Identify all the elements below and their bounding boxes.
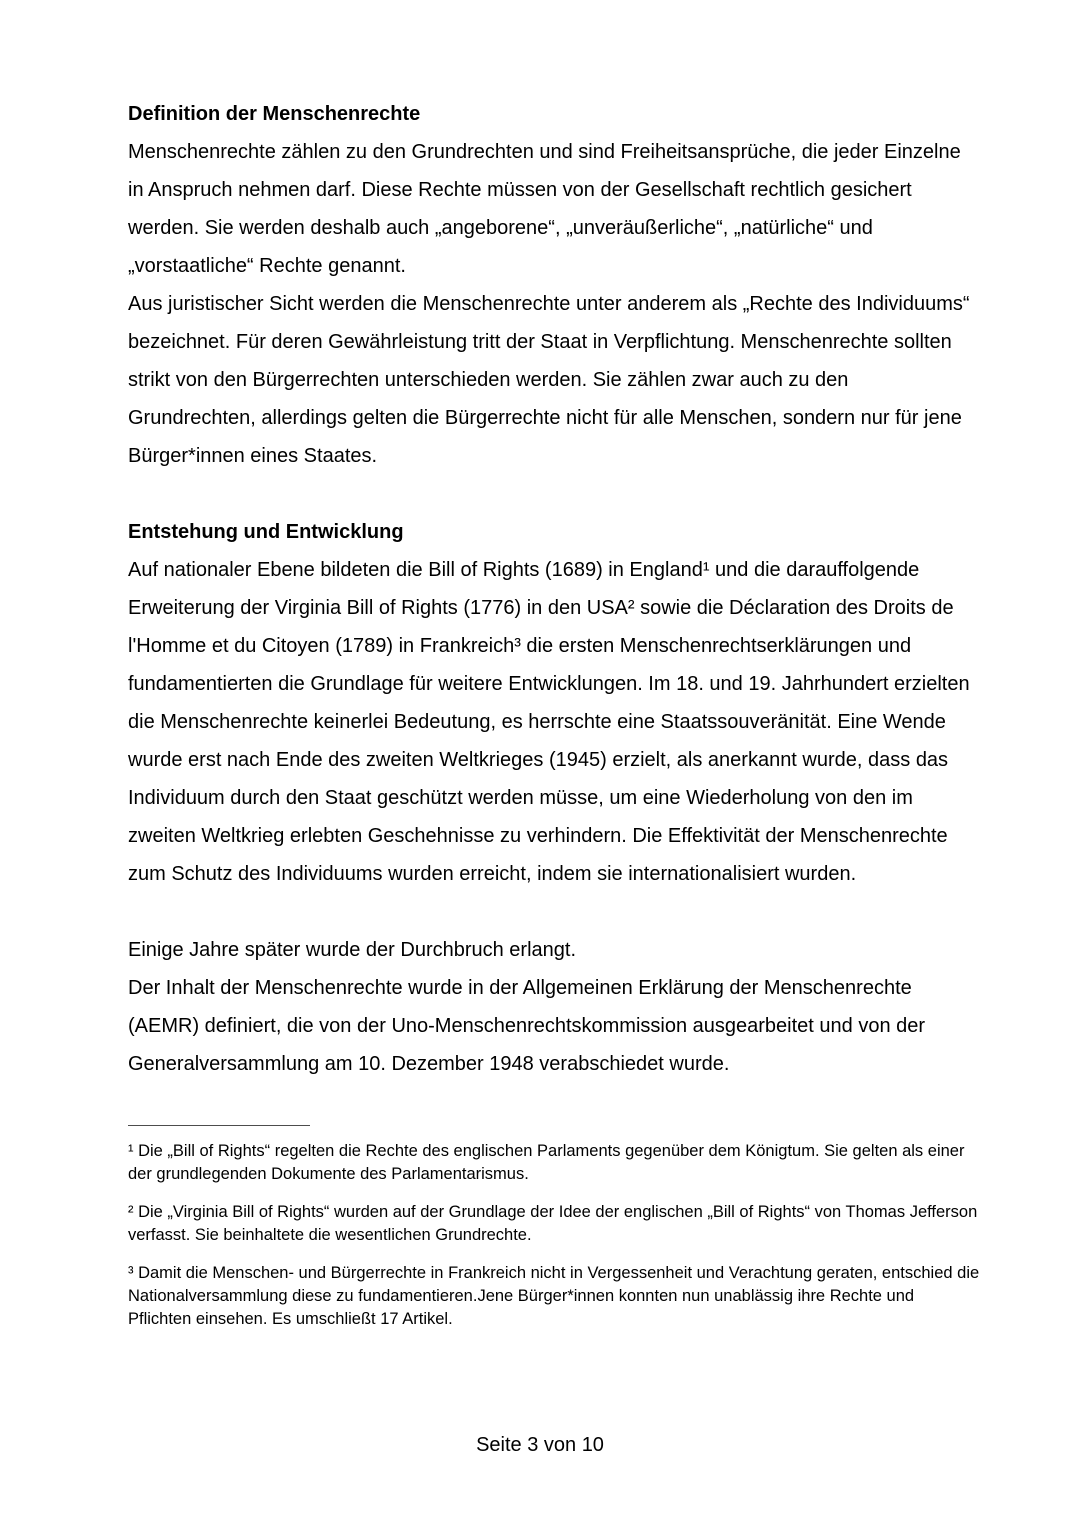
body-paragraph: Menschenrechte zählen zu den Grundrechten und sind Freiheitsansprüche, die jeder Einzelne in Anspruch nehmen darf. Diese Rechte müssen von der Gesellschaft rechtlich gesichert werden. Sie werden deshalb auch „angeborene“, „unveräußerliche“, „natürliche“ und „vorstaatliche“ Rechte genannt. (128, 141, 961, 277)
footnotes-section (128, 1125, 980, 1331)
footnote-3: ³ Damit die Menschen- und Bürgerrechte in Frankreich nicht in Vergessenheit und Verachtung geraten, entschied die Nationalversammlung diese zu fundamentieren.Jene Bürger*innen konnten nun unablässig ihre Rechte und Pflichten einsehen. Es umschließt 17 Artikel. (128, 1264, 980, 1328)
body-paragraph: Der Inhalt der Menschenrechte wurde in der Allgemeinen Erklärung der Menschenrechte (AEMR) definiert, die von der Uno-Menschenrechtskommission ausgearbeitet und von der Generalversammlung am 10. Dezember 1948 verabschiedet wurde. (128, 977, 926, 1075)
document-content (128, 95, 980, 1331)
body-paragraph: Auf nationaler Ebene bildeten die Bill of Rights (1689) in England¹ und die darauffolgende Erweiterung der Virginia Bill of Rights (1776) in den USA² sowie die Déclaration des Droits de l'Homme et du Citoyen (1789) in Frankreich³ die ersten Menschenrechtserklärungen und fundamentierten die Grundlage für weitere Entwicklungen. Im 18. und 19. Jahrhundert erzielten die Menschenrechte keinerlei Bedeutung, es herrschte eine Staatssouveränität. Eine Wende wurde erst nach Ende des zweiten Weltkrieges (1945) erzielt, als anerkannt wurde, dass das Individuum durch den Staat geschützt werden müsse, um eine Wiederholung von den im zweiten Weltkrieg erlebten Geschehnisse zu verhindern. Die Effektivität der Menschenrechte zum Schutz des Individuums wurden erreicht, indem sie internationalisiert wurden. (128, 559, 970, 885)
heading-entstehung-und-entwicklung: Entstehung und Entwicklung (128, 521, 404, 543)
footnote-2: ² Die „Virginia Bill of Rights“ wurden auf der Grundlage der Idee der englischen „Bill of Rights“ von Thomas Jefferson verfasst. Sie beinhaltete die wesentlichen Grundrechte. (128, 1203, 978, 1244)
heading-definition-der-menschenrechte: Definition der Menschenrechte (128, 103, 421, 125)
body-paragraph: Einige Jahre später wurde der Durchbruch erlangt. (128, 939, 577, 961)
page-number: Seite 3 von 10 (476, 1434, 604, 1456)
body-paragraph: Aus juristischer Sicht werden die Menschenrechte unter anderem als „Rechte des Individuums“ bezeichnet. Für deren Gewährleistung tritt der Staat in Verpflichtung. Menschenrechte sollten strikt von den Bürgerrechten unterschieden werden. Sie zählen zwar auch zu den Grundrechten, allerdings gelten die Bürgerrechte nicht für alle Menschen, sondern nur für jene Bürger*innen eines Staates. (128, 293, 970, 467)
footnote-separator-rule (128, 1125, 310, 1126)
footnote-1: ¹ Die „Bill of Rights“ regelten die Rechte des englischen Parlaments gegenüber dem Königtum. Sie gelten als einer der grundlegenden Dokumente des Parlamentarismus. (128, 1142, 965, 1183)
